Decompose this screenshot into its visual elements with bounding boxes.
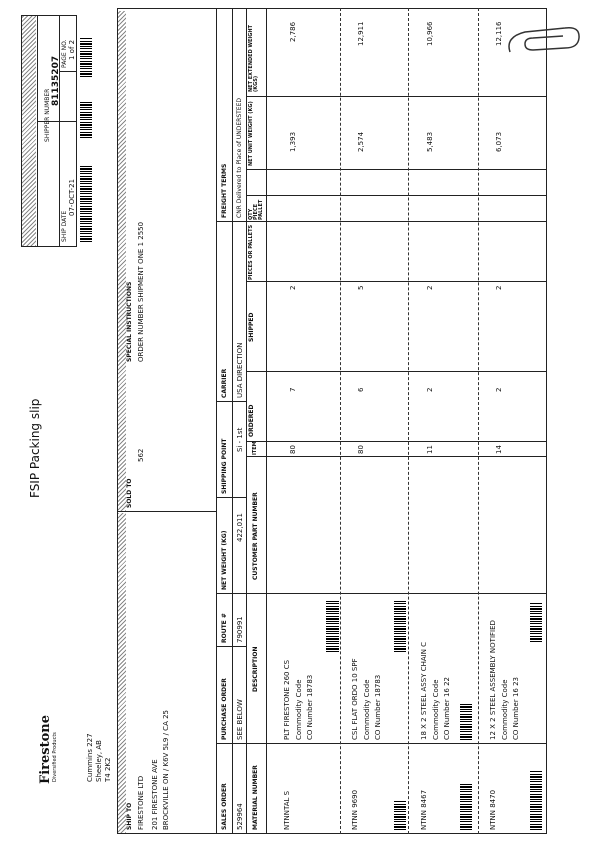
line3-desc3: CO Number 16 22 <box>443 676 451 740</box>
col-net-unit: NET UNIT WEIGHT (KG) <box>248 101 254 166</box>
line1-item: 80 <box>289 445 297 454</box>
page-label: PAGE NO. <box>61 39 68 68</box>
carrier-label: CARRIER <box>221 368 228 398</box>
line2-ordered: 6 <box>357 387 365 392</box>
col-pieces: PIECES OR PALLETS <box>248 224 254 280</box>
line2-net-ext: 12,911 <box>357 21 365 46</box>
line1-material: NTNNTAL S <box>283 790 291 830</box>
line1-desc1: PLT FIRESTONE 260 CS <box>283 659 291 740</box>
company-address-line-1: Cummins 227 <box>86 733 94 782</box>
line4-net-ext: 12,116 <box>495 21 503 46</box>
col-net-extended: NET EXTENDED WEIGHT (KGS) <box>248 25 259 92</box>
route-label: ROUTE # <box>221 613 228 643</box>
line1-desc3: CO Number 18783 <box>306 674 314 740</box>
company-tagline: Diversified Products <box>52 732 58 782</box>
line1-desc2: Commodity Code <box>295 679 303 740</box>
sold-to-label: SOLD TO <box>126 478 133 508</box>
freight-terms-label: FREIGHT TERMS <box>221 163 228 218</box>
line4-desc2: Commodity Code <box>501 679 509 740</box>
purchase-order-value: SEE BELOW <box>236 699 244 740</box>
remarks-value: ORDER NUMBER SHIPMENT ONE 1 2550 <box>137 221 145 362</box>
company-logo: Firestone <box>38 714 53 784</box>
ship-date-label: SHIP DATE <box>61 210 68 242</box>
net-weight-label: NET WEIGHT (KG) <box>221 530 228 590</box>
shipper-number: 81135207 <box>51 55 61 106</box>
line3-desc1: 18 X 2 STEEL ASSY CHAIN C <box>420 641 428 740</box>
route-value: 790991 <box>236 616 244 643</box>
line3-material: NTNN 8467 <box>420 789 428 830</box>
remarks-label: SPECIAL INSTRUCTIONS <box>126 281 133 362</box>
col-item: ITEM <box>252 441 258 455</box>
purchase-order-label: PURCHASE ORDER <box>221 678 228 740</box>
shipper-number-label: SHIPPER NUMBER <box>44 88 51 142</box>
form-frame <box>117 8 547 834</box>
line3-barcode-a <box>460 784 472 830</box>
line4-desc3: CO Number 16 23 <box>512 676 520 740</box>
ship-to-line2: BROCKVILLE ON / K6V 5L9 / CA 25 <box>162 710 170 830</box>
sales-order-label: SALES ORDER <box>221 783 228 830</box>
line2-desc3: CO Number 18783 <box>374 674 382 740</box>
line1-ordered: 7 <box>289 387 297 392</box>
line2-item: 80 <box>357 445 365 454</box>
col-qty-pallet: QTY PIECE PALLET <box>248 199 264 220</box>
line1-shipped: 2 <box>289 285 297 290</box>
line2-barcode-b <box>394 600 406 652</box>
net-weight-value: 422,011 <box>236 513 244 542</box>
document-title: FSIP Packing slip <box>28 398 42 498</box>
line1-net-unit: 1,393 <box>289 131 297 152</box>
line3-item: 11 <box>426 445 434 454</box>
sold-to-value: 562 <box>137 448 145 462</box>
line4-ordered: 2 <box>495 387 503 392</box>
shipping-point-label: SHIPPING POINT <box>221 438 228 494</box>
company-address-line-3: T4 2K2 <box>104 757 112 782</box>
line4-barcode-a <box>530 770 542 830</box>
line3-net-unit: 5,483 <box>426 131 434 152</box>
line3-shipped: 2 <box>426 285 434 290</box>
line4-desc1: 12 X 2 STEEL ASSEMBLY NOTIFIED <box>489 620 497 740</box>
page-value: 1 of 2 <box>68 39 76 60</box>
line3-barcode-b <box>460 702 472 740</box>
line3-ordered: 2 <box>426 387 434 392</box>
ship-to-line1: 201 FIRESTONE AVE <box>151 759 159 830</box>
line4-shipped: 2 <box>495 285 503 290</box>
line4-barcode-b <box>530 602 542 642</box>
line1-net-ext: 2,786 <box>289 21 297 42</box>
ship-to-name: FIRESTONE LTD <box>137 775 145 830</box>
date-barcode <box>80 100 92 138</box>
line1-barcode <box>326 600 339 652</box>
paperclip-icon <box>505 12 585 62</box>
freight-terms-value: CNR Delivered to Place of UNDERSTEED <box>236 98 243 218</box>
line3-desc2: Commodity Code <box>432 679 440 740</box>
shipper-barcode <box>80 164 92 242</box>
line3-net-ext: 10,966 <box>426 21 434 46</box>
ship-date: 07-OCT-21 <box>68 178 76 216</box>
col-customer-part: CUSTOMER PART NUMBER <box>252 492 259 580</box>
col-ordered: ORDERED <box>248 404 255 437</box>
col-description: DESCRIPTION <box>252 646 259 692</box>
sales-order-value: 529964 <box>236 803 244 830</box>
line2-shipped: 5 <box>357 285 365 290</box>
line2-barcode-a <box>394 800 406 830</box>
line4-material: NTNN 8470 <box>489 789 497 830</box>
company-address-line-2: Sheeley, AB <box>95 740 103 782</box>
ship-to-label: SHIP TO <box>126 802 133 830</box>
shipping-point-value: Si - 1st <box>236 427 244 452</box>
line2-material: NTNN 9690 <box>351 789 359 830</box>
line4-item: 14 <box>495 445 503 454</box>
col-shipped: SHIPPED <box>248 312 255 342</box>
line2-desc1: CSL FLAT ORDO 10 SPF <box>351 658 359 740</box>
col-material-number: MATERIAL NUMBER <box>252 765 259 830</box>
page-barcode <box>80 37 92 77</box>
line2-desc2: Commodity Code <box>363 679 371 740</box>
line4-net-unit: 6,073 <box>495 131 503 152</box>
carrier-value: USA DIRECTION <box>236 342 244 398</box>
line2-net-unit: 2,574 <box>357 131 365 152</box>
